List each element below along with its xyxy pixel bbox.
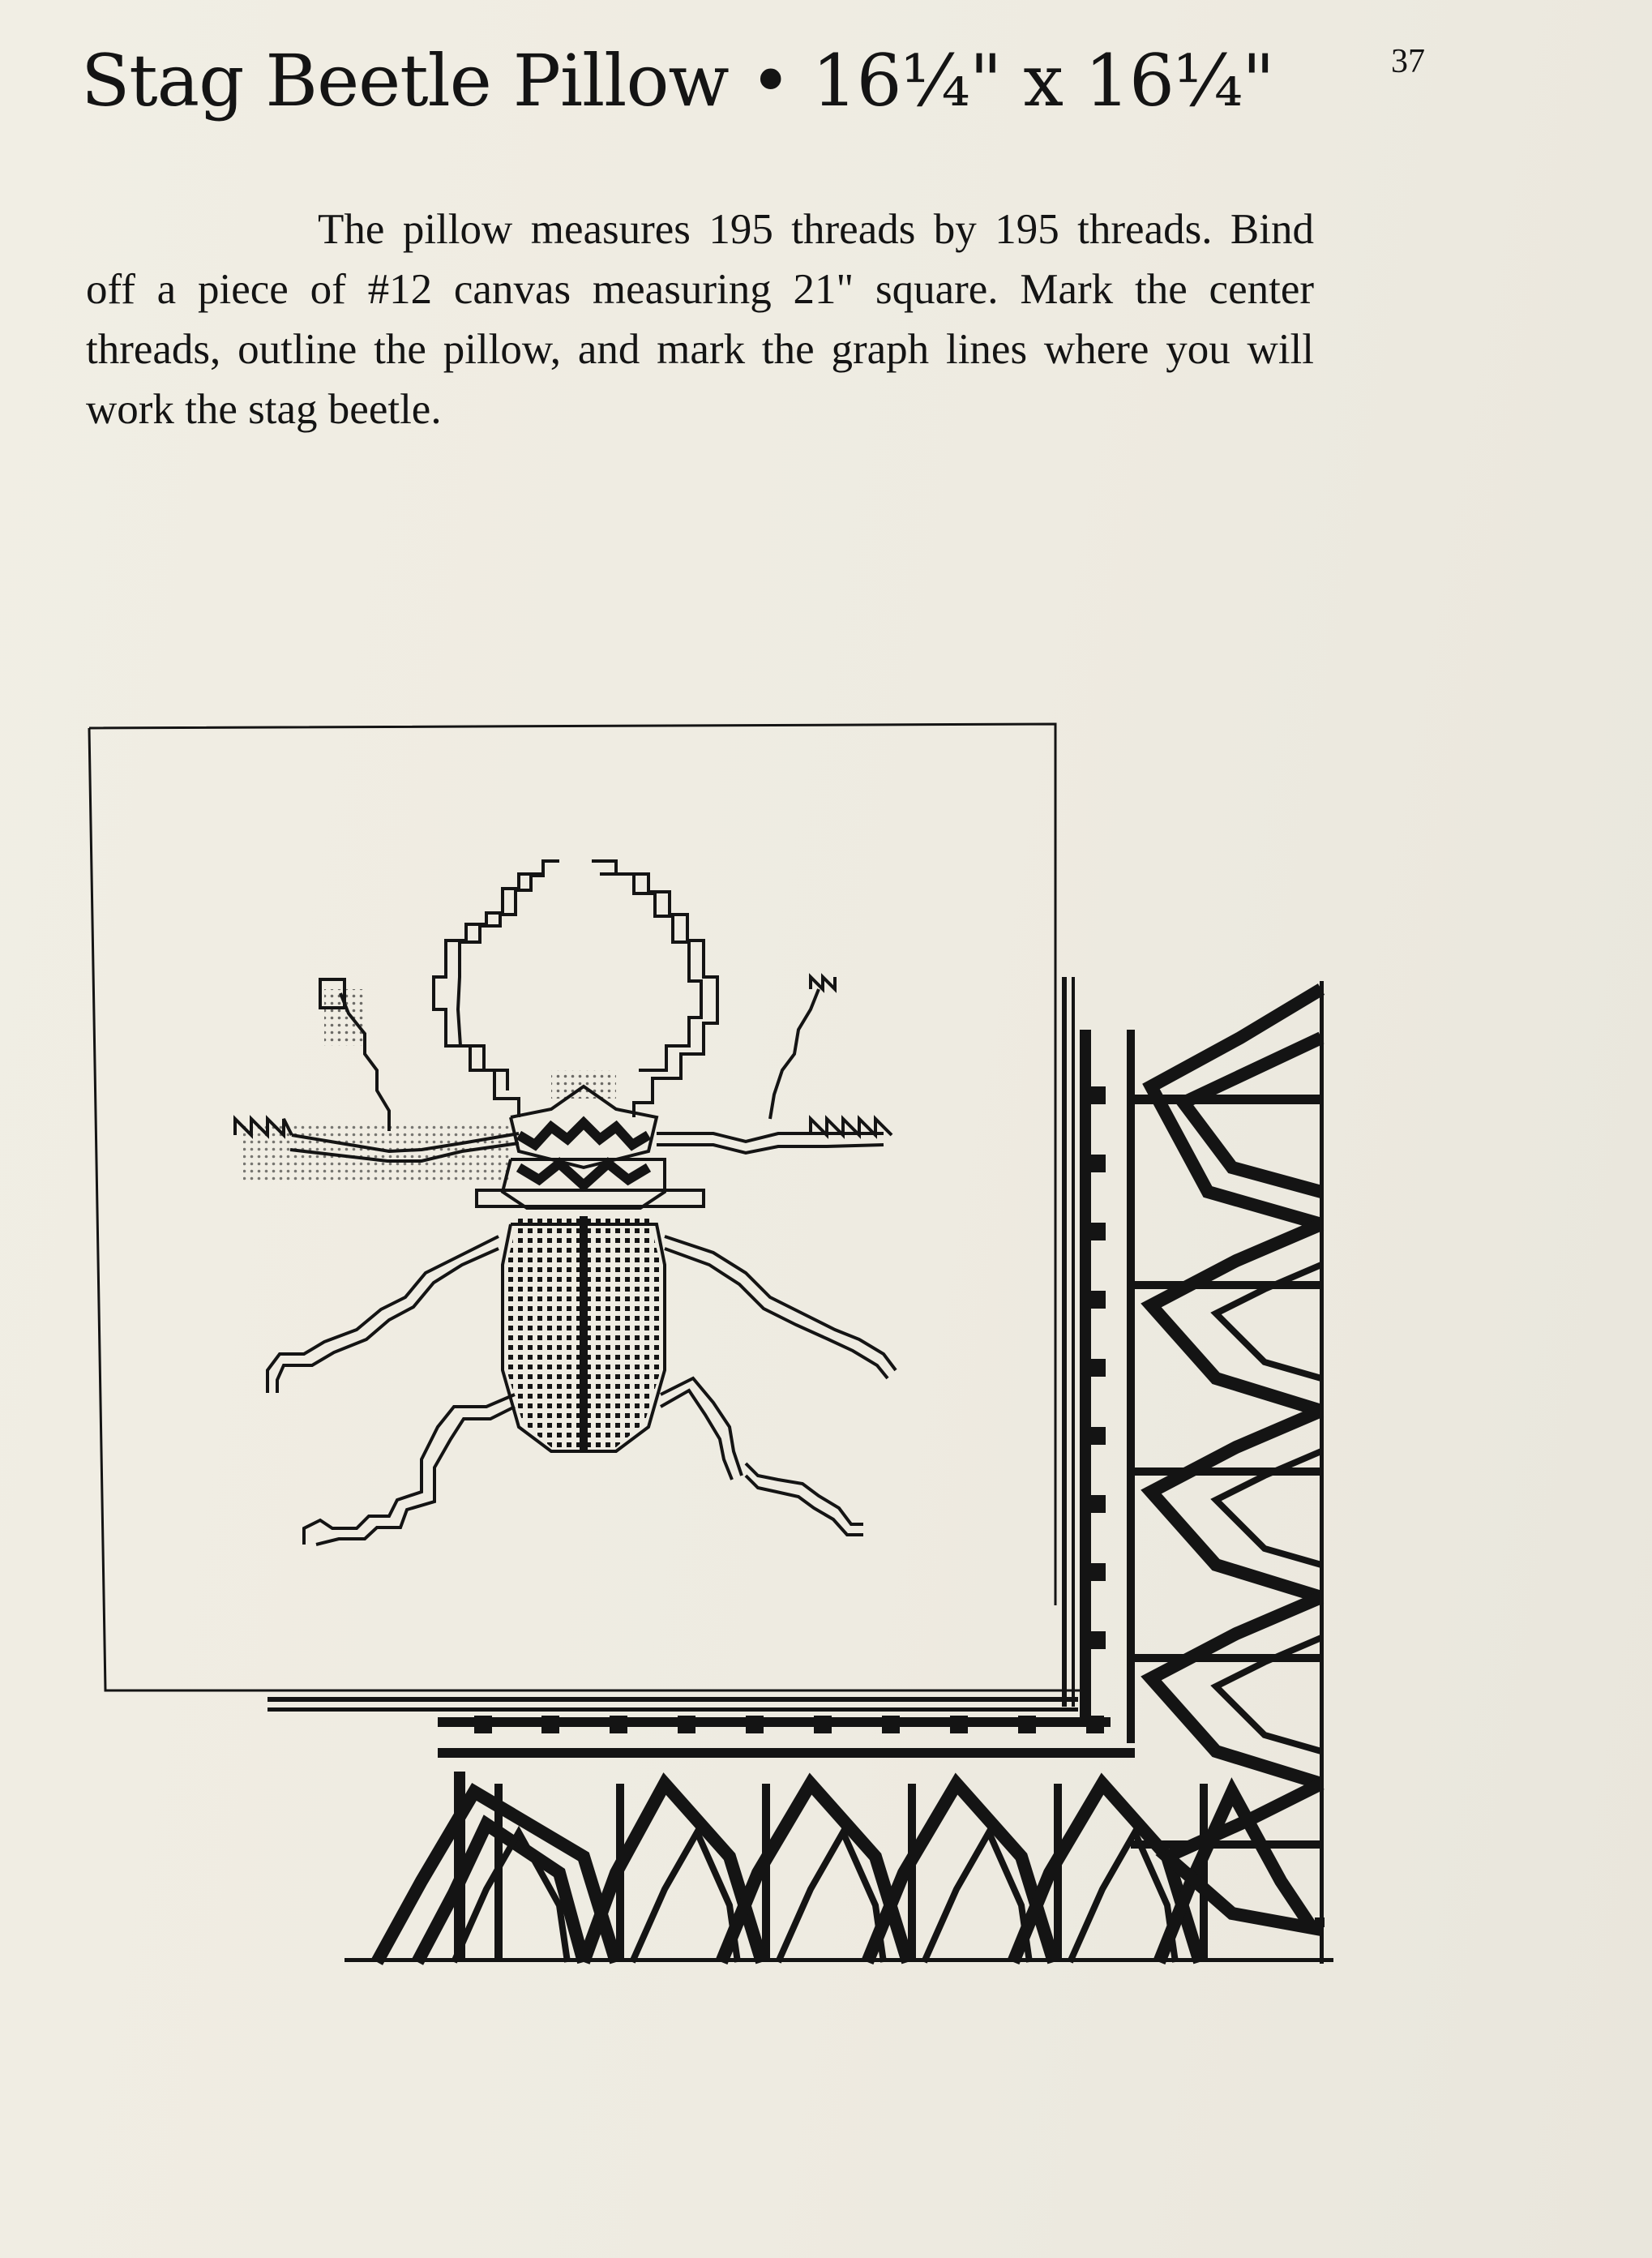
- title-text: Stag Beetle Pillow: [81, 39, 729, 122]
- bargello-border-pattern-icon: [267, 977, 1333, 1964]
- title-dimensions: 16¼" x 16¼": [811, 39, 1274, 122]
- title-separator: •: [749, 39, 791, 122]
- beetle-fill: [243, 989, 661, 1447]
- page-number: 37: [1391, 43, 1425, 80]
- instructions-paragraph: The pillow measures 195 threads by 195 threads. Bind off a piece of #12 canvas measuring 21" square. Mark the center threads, outline the pillow, and mark the graph lines where you will work the stag beetle.: [86, 206, 1314, 433]
